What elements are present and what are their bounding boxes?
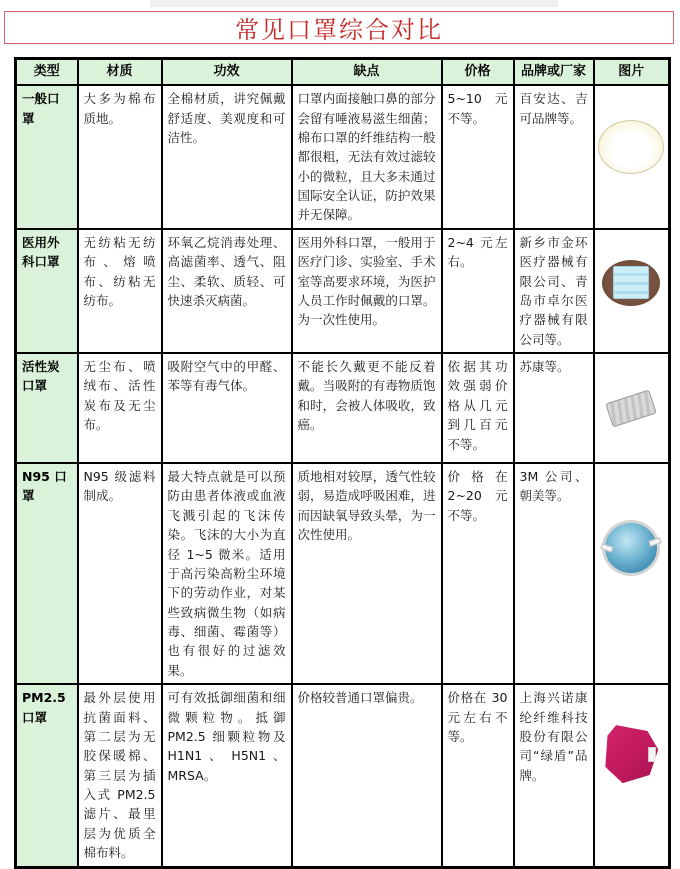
- cotton-mask-photo: [598, 120, 664, 174]
- price-cell: 价格在 30 元左右不等。: [442, 684, 514, 867]
- col-header-efficacy: 功效: [162, 59, 292, 86]
- surgical-mask-pleats: [613, 266, 649, 299]
- mask-type-label: 一般口罩: [16, 85, 78, 229]
- image-cell: [594, 353, 670, 463]
- table-row-n95-mask: [16, 463, 670, 684]
- efficacy-cell: 全棉材质，讲究佩戴舒适度、美观度和可洁性。: [162, 85, 292, 229]
- table-row-general-mask: [16, 85, 670, 229]
- brand-cell: 新乡市金环医疗器械有限公司、青岛市卓尔医疗器械有限公司等。: [514, 229, 594, 353]
- mask-comparison-table: [14, 57, 671, 869]
- col-header-material: 材质: [78, 59, 162, 86]
- brand-cell: 上海兴诺康纶纤维科技股份有限公司“绿盾”品牌。: [514, 684, 594, 867]
- table-row-activated-carbon-mask: [16, 353, 670, 463]
- brand-cell: 百安达、吉可品牌等。: [514, 85, 594, 229]
- price-cell: 依据其功效强弱价格从几元到几百元不等。: [442, 353, 514, 463]
- image-cell: [594, 463, 670, 684]
- n95-strap-clip-icon: [649, 537, 662, 546]
- image-cell: [594, 229, 670, 353]
- drawbacks-cell: 医用外科口罩，一般用于医疗门诊、实验室、手术室等高要求环境，为医护人员工作时佩戴的口罩。为一次性使用。: [292, 229, 442, 353]
- brand-cell: 苏康等。: [514, 353, 594, 463]
- col-header-drawbacks: 缺点: [292, 59, 442, 86]
- price-cell: 价格在 2~20 元不等。: [442, 463, 514, 684]
- n95-mask-photo: [602, 520, 660, 576]
- mask-type-label: N95 口罩: [16, 463, 78, 684]
- material-cell: 无纺粘无纺布、熔喷布、纺粘无纺布。: [78, 229, 162, 353]
- brand-cell: 3M 公司、朝美等。: [514, 463, 594, 684]
- efficacy-cell: 最大特点就是可以预防由患者体液或血液飞溅引起的飞沫传染。飞沫的大小为直径 1~5 微米。适用于高污染高粉尘环境下的劳动作业，对某些致病微生物（如病毒、细菌、霉菌等）也有很好的过滤效果。: [162, 463, 292, 684]
- col-header-brand: 品牌或厂家: [514, 59, 594, 86]
- pm25-mask-photo: [604, 725, 658, 783]
- material-cell: N95 级滤料制成。: [78, 463, 162, 684]
- scan-artifact: [150, 0, 558, 7]
- col-header-image: 图片: [594, 59, 670, 86]
- price-cell: 5~10 元不等。: [442, 85, 514, 229]
- col-header-price: 价格: [442, 59, 514, 86]
- comparison-table-wrap: [14, 57, 671, 869]
- drawbacks-cell: 口罩内面接触口鼻的部分会留有唾液易滋生细菌；棉布口罩的纤维结构一般都很粗，无法有效过滤较小的微粒，且大多未通过国际安全认证，防护效果并无保障。: [292, 85, 442, 229]
- drawbacks-cell: 价格较普通口罩偏贵。: [292, 684, 442, 867]
- efficacy-cell: 可有效抵御细菌和细微颗粒物。抵御 PM2.5 细颗粒物及 H1N1 、 H5N1 、MRSA。: [162, 684, 292, 867]
- image-cell: [594, 684, 670, 867]
- mask-type-label: 医用外科口罩: [16, 229, 78, 353]
- title-box: [4, 11, 674, 44]
- table-row-pm25-mask: [16, 684, 670, 867]
- drawbacks-cell: 质地相对较厚，透气性较弱，易造成呼吸困难，进而因缺氧导致头晕，为一次性使用。: [292, 463, 442, 684]
- n95-strap-clip-icon: [601, 543, 614, 552]
- material-cell: 大多为棉布质地。: [78, 85, 162, 229]
- activated-carbon-mask-photo: [606, 390, 657, 428]
- efficacy-cell: 吸附空气中的甲醛、苯等有毒气体。: [162, 353, 292, 463]
- page-title: 常见口罩综合对比: [235, 18, 443, 44]
- table-row-surgical-mask: [16, 229, 670, 353]
- mask-type-label: 活性炭口罩: [16, 353, 78, 463]
- header-row: [16, 59, 670, 86]
- col-header-type: 类型: [16, 59, 78, 86]
- material-cell: 无尘布、喷绒布、活性炭布及无尘布。: [78, 353, 162, 463]
- drawbacks-cell: 不能长久戴更不能反着戴。当吸附的有毒物质饱和时，会被人体吸收，致癌。: [292, 353, 442, 463]
- pm25-mask-label-tag: [648, 747, 656, 762]
- image-cell: [594, 85, 670, 229]
- surgical-mask-photo: [602, 260, 660, 306]
- efficacy-cell: 环氧乙烷消毒处理、高滤菌率、透气、阻尘、柔软、质轻、可快速杀灭病菌。: [162, 229, 292, 353]
- mask-type-label: PM2.5口罩: [16, 684, 78, 867]
- price-cell: 2~4 元左右。: [442, 229, 514, 353]
- material-cell: 最外层使用抗菌面料、第二层为无胶保暖棉、第三层为插入式 PM2.5 滤片、最里层为优质全棉布料。: [78, 684, 162, 867]
